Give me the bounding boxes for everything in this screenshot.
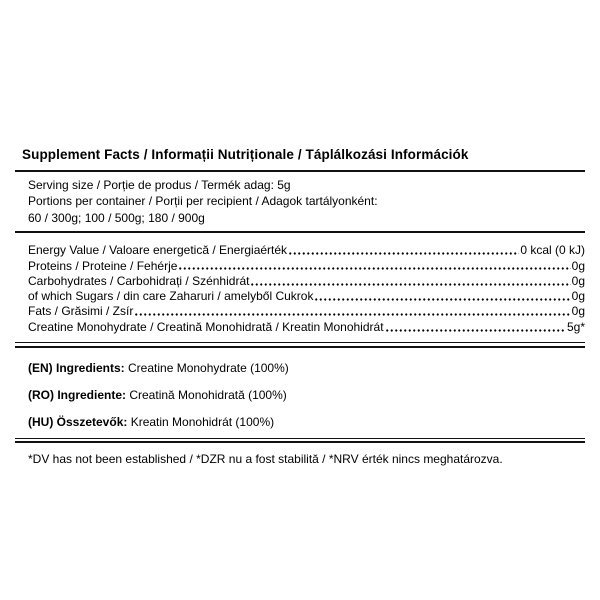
nutrient-value: 0 kcal (0 kJ): [520, 243, 585, 258]
table-row: [28, 274, 585, 289]
table-row: [28, 320, 585, 335]
ingredient-language-label: (HU) Összetevők:: [28, 415, 131, 429]
nutrient-name: Carbohydrates / Carbohidrați / Szénhidrát: [28, 273, 250, 288]
table-row: [28, 289, 585, 304]
dot-leader: [134, 304, 570, 319]
dot-leader: [288, 243, 519, 258]
portions-per-container-line: Portions per container / Porții per recipient / Adagok tartályonként:: [28, 194, 378, 209]
ingredient-value: Creatine Monohydrate (100%): [128, 361, 289, 375]
dot-leader: [178, 259, 570, 274]
list-item: [28, 415, 585, 429]
dot-leader: [250, 274, 570, 289]
dot-leader: [385, 320, 566, 335]
nutrient-name: Creatine Monohydrate / Creatină Monohidrată / Kreatin Monohidrát: [28, 319, 384, 334]
nutrient-value: 0g: [571, 273, 585, 288]
table-row: [28, 304, 585, 319]
serving-size-line: Serving size / Porție de produs / Termék adag: 5g: [28, 178, 291, 192]
list-item: [28, 388, 585, 402]
nutrient-value: 0g: [571, 289, 585, 304]
nutrient-name: Proteins / Proteine / Fehérje: [28, 258, 178, 273]
ingredient-language-label: (EN) Ingredients:: [28, 361, 129, 375]
ingredients-rule: [15, 438, 585, 443]
dot-leader: [314, 289, 570, 304]
ingredient-language-label: (RO) Ingrediente:: [28, 388, 130, 402]
table-row: [28, 243, 585, 258]
nutrient-value: 5g*: [566, 319, 585, 334]
nutrients-table: [15, 243, 585, 335]
panel-title: Supplement Facts / Informații Nutriționale / Táplálkozási Információk: [22, 147, 469, 162]
nutrient-name: Energy Value / Valoare energetică / Energiaérték: [28, 243, 288, 258]
nutrients-rule: [15, 342, 585, 348]
nutrient-name: Fats / Grăsimi / Zsír: [28, 304, 134, 319]
list-item: [28, 361, 585, 375]
ingredients-block: [15, 361, 585, 429]
table-row: [28, 259, 585, 274]
ingredient-value: Kreatin Monohidrát (100%): [130, 415, 275, 429]
nutrient-value: 0g: [571, 304, 585, 319]
nutrient-value: 0g: [571, 258, 585, 273]
ingredient-value: Creatină Monohidrată (100%): [129, 388, 287, 402]
serving-rule: [15, 231, 585, 233]
supplement-facts-panel: [15, 146, 585, 467]
header-rule: [15, 170, 585, 172]
nutrient-name: of which Sugars / din care Zaharuri / amelyből Cukrok: [28, 289, 314, 304]
portions-values-line: 60 / 300g; 100 / 500g; 180 / 900g: [28, 210, 205, 225]
serving-info-block: [15, 177, 585, 226]
dv-footnote: *DV has not been established / *DZR nu a fost stabilită / *NRV érték nincs meghatározva.: [28, 451, 503, 466]
